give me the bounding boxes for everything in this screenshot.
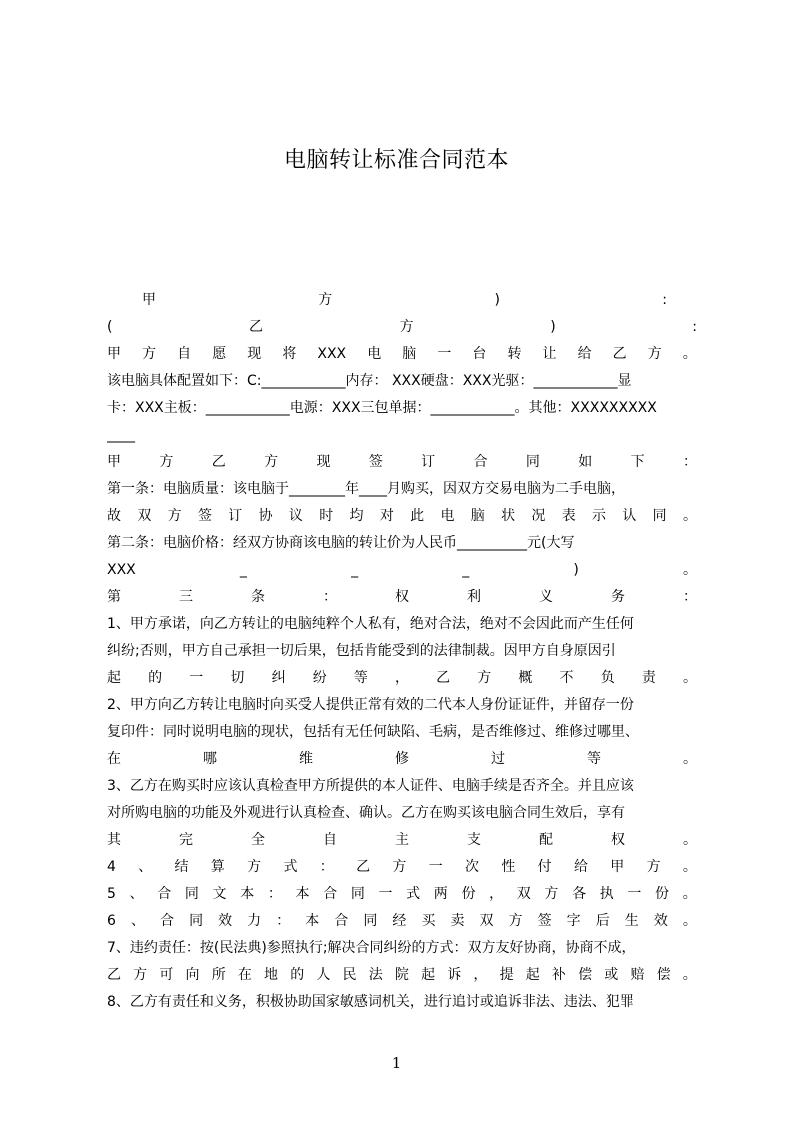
line-token: 的 [148, 670, 163, 686]
line-token: 。 [683, 751, 697, 767]
line-token: 其 [107, 832, 121, 848]
line-token: 一 [437, 346, 452, 362]
line-token: _ [239, 562, 247, 578]
line-token: 。 [682, 967, 697, 983]
line-token: 过 [491, 751, 505, 767]
line-token: 订 [228, 508, 243, 524]
line-token: 。 [682, 562, 697, 578]
line-token: 同 [350, 886, 365, 902]
line-token: 偿 [578, 967, 593, 983]
line-token: 电 [440, 508, 455, 524]
line-token: 方 [508, 913, 523, 929]
line-token: ( [107, 319, 113, 335]
line-token: 均 [349, 508, 364, 524]
line-token: 5 [107, 886, 116, 902]
text-line [107, 557, 697, 584]
line-token: 提 [499, 967, 514, 983]
line-token: 甲 [142, 292, 156, 308]
line-token: 转 [507, 346, 522, 362]
line-token: _ [462, 562, 470, 578]
line-token: 故 [107, 508, 121, 524]
line-token: 时 [319, 508, 334, 524]
text-line: 8、乙方有责任和义务，积极协助国家敏感词机关，进行追讨或追诉非法、违法、犯罪 [107, 994, 634, 1010]
line-token: 让 [542, 346, 557, 362]
line-token: 方 [544, 886, 559, 902]
line-token: 现 [247, 346, 262, 362]
line-token: 乙 [612, 346, 627, 362]
line-token: 字 [566, 913, 581, 929]
line-token: 支 [467, 832, 481, 848]
line-token: 。 [682, 346, 697, 362]
line-token: 补 [551, 967, 566, 983]
line-token: 自 [177, 346, 192, 362]
line-token: 权 [611, 832, 625, 848]
text-line: 卡：XXX主板：____________电源：XXX三包单据：____________。其他：XXXXXXXXX [107, 400, 657, 416]
line-token: 后 [595, 913, 610, 929]
line-token: 诉 [447, 967, 462, 983]
text-line [107, 287, 697, 314]
line-token: 地 [264, 967, 279, 983]
line-token: 同 [189, 913, 204, 929]
text-line: 1、甲方承诺，向乙方转让的电脑纯粹个人私有，绝对合法，绝对不会因此而产生任何 [107, 616, 634, 632]
line-token: 不 [559, 670, 574, 686]
line-token: 文 [212, 886, 227, 902]
line-token: 合 [334, 913, 349, 929]
line-token: 脑 [402, 346, 417, 362]
line-token: ： [276, 913, 291, 929]
line-token: 电 [367, 346, 382, 362]
line-token: 修 [395, 751, 409, 767]
line-token: 概 [518, 670, 533, 686]
line-token: 一 [428, 859, 443, 875]
line-token: ： [319, 859, 334, 875]
line-token: 6 [107, 913, 116, 929]
line-token: 执 [599, 886, 614, 902]
line-token: 本 [295, 886, 310, 902]
line-token: 方 [646, 859, 661, 875]
line-token: 责 [641, 670, 656, 686]
line-token: 况 [531, 508, 546, 524]
line-token: 一 [189, 670, 204, 686]
line-token: 在 [237, 967, 252, 983]
line-token: 甲 [107, 346, 121, 362]
line-token: 双 [516, 886, 531, 902]
line-token: 状 [501, 508, 516, 524]
line-token: 效 [653, 913, 668, 929]
line-token: 维 [299, 751, 313, 767]
line-token: 乙 [249, 319, 264, 335]
line-token: 愿 [212, 346, 227, 362]
line-token: 方 [318, 292, 333, 308]
line-token: 纠 [271, 670, 286, 686]
line-token: 本 [240, 886, 255, 902]
line-token: 此 [410, 508, 425, 524]
line-token: ： [323, 589, 337, 605]
line-token: 本 [305, 913, 320, 929]
line-token: 方 [133, 967, 148, 983]
line-token: 示 [592, 508, 606, 524]
text-line [107, 503, 697, 530]
line-token: 方 [264, 454, 279, 470]
line-token: XXX [107, 562, 136, 578]
line-token: 向 [185, 967, 200, 983]
line-token: 双 [479, 913, 494, 929]
line-token: 。 [683, 832, 697, 848]
text-line [107, 341, 697, 368]
line-token: 赔 [630, 967, 645, 983]
line-token: 一 [378, 886, 393, 902]
line-token: 签 [197, 508, 212, 524]
line-token: 起 [421, 967, 436, 983]
text-line [107, 881, 697, 908]
line-token: 务 [611, 589, 625, 605]
line-token: 起 [525, 967, 540, 983]
line-token: ， [473, 967, 488, 983]
line-token: 利 [467, 589, 481, 605]
line-token: 性 [501, 859, 516, 875]
line-token: 方 [399, 319, 414, 335]
line-token: 方 [247, 859, 262, 875]
line-token: 一 [627, 886, 642, 902]
text-line: 2、甲方向乙方转让电脑时向买受人提供正常有效的二代本人身份证证件，并留存一份 [107, 697, 634, 713]
document-title: 电脑转让标准合同范本 [283, 148, 509, 173]
line-token: 。 [682, 913, 697, 929]
line-token: 生 [624, 913, 639, 929]
line-token: 式 [283, 859, 298, 875]
line-token: 所 [211, 967, 226, 983]
line-token: 签 [537, 913, 552, 929]
line-token: 、 [138, 859, 153, 875]
line-token: 乙 [107, 967, 121, 983]
line-token: 、 [129, 886, 144, 902]
line-token: 协 [258, 508, 273, 524]
line-token: 经 [392, 913, 407, 929]
text-line: 纠纷;否则，甲方自己承担一切后果，包括肯能受到的法律制裁。因甲方自身原因引 [107, 643, 616, 659]
line-token: 方 [142, 346, 157, 362]
line-token: 乙 [436, 670, 451, 686]
line-token: 双 [137, 508, 152, 524]
line-token: 订 [421, 454, 436, 470]
line-token: 表 [561, 508, 576, 524]
text-line [107, 908, 697, 935]
text-line: 该电脑具体配置如下：C:____________内存： XXX硬盘：XXX光驱：____________显 [107, 373, 632, 389]
line-token: 买 [421, 913, 436, 929]
line-token: 合 [473, 454, 488, 470]
line-token: 主 [395, 832, 409, 848]
line-token: : [692, 319, 697, 335]
line-token: 自 [323, 832, 337, 848]
line-token: 在 [107, 751, 121, 767]
line-token: ： [267, 886, 282, 902]
line-token: 份 [461, 886, 476, 902]
line-token: 给 [573, 859, 588, 875]
text-line [107, 854, 697, 881]
line-token: 同 [184, 886, 199, 902]
line-token: 认 [622, 508, 637, 524]
line-token: 权 [395, 589, 409, 605]
line-token: 同 [652, 508, 667, 524]
line-token: 合 [160, 913, 175, 929]
text-line: 复印件：同时说明电脑的现状，包括有无任何缺陷、毛病，是否维修过、维修过哪里、 [107, 724, 639, 740]
line-token: 下 [630, 454, 645, 470]
line-token: 方 [159, 454, 174, 470]
text-line: 3、乙方在购买时应该认真检查甲方所提供的本人证件、电脑手续是否齐全。并且应该 [107, 778, 634, 794]
line-token: 乙 [356, 859, 371, 875]
line-token: 甲 [107, 454, 121, 470]
line-token: 民 [342, 967, 357, 983]
line-token: 合 [157, 886, 172, 902]
contract-body [107, 287, 697, 1016]
line-token: 各 [572, 886, 587, 902]
line-token: 负 [600, 670, 615, 686]
line-token: 纷 [312, 670, 327, 686]
text-line [107, 746, 697, 773]
text-line [107, 584, 697, 611]
line-token: 将 [282, 346, 297, 362]
line-token: 法 [368, 967, 383, 983]
line-token: ) [494, 292, 500, 308]
line-token: 卖 [450, 913, 465, 929]
line-token: 。 [682, 859, 697, 875]
text-line: 第一条：电脑质量：该电脑于________年____月购买，因双方交易电脑为二手电脑， [107, 481, 625, 497]
line-token: 第 [107, 589, 121, 605]
line-token: ： [682, 454, 697, 470]
line-token: 等 [353, 670, 368, 686]
line-token: 次 [465, 859, 480, 875]
line-token: 台 [472, 346, 487, 362]
line-token: : [662, 292, 667, 308]
line-token: 议 [288, 508, 303, 524]
page-number: 1 [391, 1054, 402, 1072]
line-token: 。 [682, 886, 697, 902]
line-token: 完 [179, 832, 193, 848]
line-token: 同 [525, 454, 540, 470]
line-token: 、 [130, 913, 145, 929]
line-token: 哪 [203, 751, 217, 767]
line-token: XXX [317, 346, 347, 362]
line-token: 签 [368, 454, 383, 470]
text-line [107, 962, 697, 989]
line-token: ) [550, 319, 556, 335]
line-token: 两 [433, 886, 448, 902]
line-token: _ [351, 562, 359, 578]
line-token: 起 [107, 670, 121, 686]
line-token: 等 [587, 751, 601, 767]
line-token: 如 [578, 454, 593, 470]
line-token: 力 [247, 913, 262, 929]
line-token: 同 [363, 913, 378, 929]
line-token: 义 [539, 589, 553, 605]
line-token: 方 [392, 859, 407, 875]
line-token: 或 [604, 967, 619, 983]
line-token: 份 [655, 886, 670, 902]
line-token: 付 [537, 859, 552, 875]
line-token: 方 [647, 346, 662, 362]
text-line [107, 665, 697, 692]
line-token: 。 [682, 508, 697, 524]
line-token: 给 [577, 346, 592, 362]
text-line: 第二条：电脑价格：经双方协商该电脑的转让价为人民币__________元(大写 [107, 535, 575, 551]
line-token: 院 [394, 967, 409, 983]
text-line [107, 314, 697, 341]
text-line: 7、违约责任：按(民法典)参照执行;解决合同纠纷的方式：双方友好协商，协商不成， [107, 940, 636, 956]
line-token: 切 [230, 670, 245, 686]
line-token: 三 [179, 589, 193, 605]
line-token: 人 [316, 967, 331, 983]
line-token: ： [683, 589, 697, 605]
line-token: 的 [290, 967, 305, 983]
line-token: 可 [159, 967, 174, 983]
text-line [107, 449, 697, 476]
text-line: ____ [107, 427, 135, 443]
line-token: 方 [477, 670, 492, 686]
line-token: 甲 [610, 859, 625, 875]
line-token: 偿 [656, 967, 671, 983]
line-token: 4 [107, 859, 116, 875]
line-token: 现 [316, 454, 331, 470]
line-token: 方 [167, 508, 182, 524]
line-token: 对 [379, 508, 394, 524]
line-token: 合 [323, 886, 338, 902]
line-token: ， [489, 886, 504, 902]
line-token: 乙 [211, 454, 226, 470]
line-token: 效 [218, 913, 233, 929]
line-token: ) [573, 562, 579, 578]
text-line: 对所购电脑的功能及外观进行认真检查、确认。乙方在购买该电脑合同生效后，享有 [107, 805, 625, 821]
line-token: ， [394, 670, 409, 686]
line-token: 配 [539, 832, 553, 848]
line-token: 。 [682, 670, 697, 686]
line-token: 脑 [470, 508, 485, 524]
line-token: 式 [406, 886, 421, 902]
line-token: 条 [251, 589, 265, 605]
line-token: 算 [210, 859, 225, 875]
text-line [107, 827, 697, 854]
line-token: 全 [251, 832, 265, 848]
line-token: 结 [174, 859, 189, 875]
